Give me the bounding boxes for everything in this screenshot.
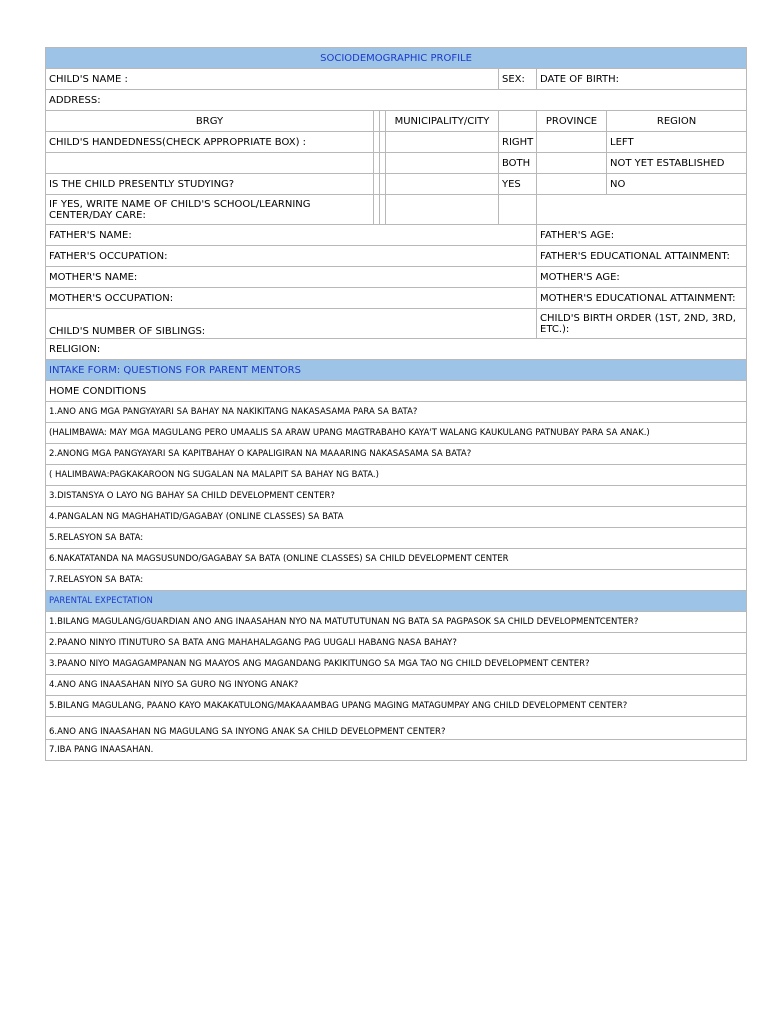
intake-question: ( HALIMBAWA:PAGKAKAROON NG SUGALAN NA MALAPIT SA BAHAY NG BATA.) — [46, 465, 747, 486]
parental-question: 4.ANO ANG INAASAHAN NIYO SA GURO NG INYONG ANAK? — [46, 675, 747, 696]
intake-question: 1.ANO ANG MGA PANGYAYARI SA BAHAY NA NAKIKITANG NAKASASAMA PARA SA BATA? — [46, 402, 747, 423]
intake-question: 6.NAKATATANDA NA MAGSUSUNDO/GAGABAY SA BATA (ONLINE CLASSES) SA CHILD DEVELOPMENT CENTER — [46, 549, 747, 570]
yes-checkbox[interactable] — [537, 174, 607, 195]
blank-cell — [537, 195, 747, 225]
fathers-occupation-field[interactable]: FATHER'S OCCUPATION: — [46, 246, 537, 267]
parental-question: 6.ANO ANG INAASAHAN NG MAGULANG SA INYONG ANAK SA CHILD DEVELOPMENT CENTER? — [46, 717, 747, 740]
no-option[interactable]: NO — [607, 174, 747, 195]
school-name-field[interactable] — [386, 195, 499, 225]
right-checkbox[interactable] — [537, 132, 607, 153]
section-title-profile: SOCIODEMOGRAPHIC PROFILE — [46, 48, 747, 69]
blank-cell — [499, 195, 537, 225]
address-field[interactable]: ADDRESS: — [46, 90, 747, 111]
region-label: REGION — [607, 111, 747, 132]
school-name-label: IF YES, WRITE NAME OF CHILD'S SCHOOL/LEARNING CENTER/DAY CARE: — [46, 195, 374, 225]
not-yet-established-option[interactable]: NOT YET ESTABLISHED — [607, 153, 747, 174]
blank-cell — [386, 153, 499, 174]
yes-option[interactable]: YES — [499, 174, 537, 195]
home-conditions-heading: HOME CONDITIONS — [46, 381, 747, 402]
parental-question: 3.PAANO NIYO MAGAGAMPANAN NG MAAYOS ANG MAGANDANG PAKIKITUNGO SA MGA TAO NG CHILD DEVELOPMENT CENTER? — [46, 654, 747, 675]
profile-table — [45, 47, 747, 761]
blank-cell — [386, 174, 499, 195]
handedness-label: CHILD'S HANDEDNESS(CHECK APPROPRIATE BOX) : — [46, 132, 374, 153]
parental-question: 1.BILANG MAGULANG/GUARDIAN ANO ANG INAASAHAN NYO NA MATUTUTUNAN NG BATA SA PAGPASOK SA CHILD DEVELOPMENTCENTER? — [46, 612, 747, 633]
section-title-intake: INTAKE FORM: QUESTIONS FOR PARENT MENTORS — [46, 360, 747, 381]
studying-question: IS THE CHILD PRESENTLY STUDYING? — [46, 174, 374, 195]
blank-cell — [386, 132, 499, 153]
mothers-name-field[interactable]: MOTHER'S NAME: — [46, 267, 537, 288]
fathers-education-field[interactable]: FATHER'S EDUCATIONAL ATTAINMENT: — [537, 246, 747, 267]
sociodemographic-form — [45, 47, 746, 761]
parental-question: 5.BILANG MAGULANG, PAANO KAYO MAKAKATULONG/MAKAAAMBAG UPANG MAGING MATAGUMPAY ANG CHILD DEVELOPMENT CENTER? — [46, 696, 747, 717]
fathers-age-field[interactable]: FATHER'S AGE: — [537, 225, 747, 246]
intake-question: 7.RELASYON SA BATA: — [46, 570, 747, 591]
religion-field[interactable]: RELIGION: — [46, 339, 747, 360]
both-option[interactable]: BOTH — [499, 153, 537, 174]
intake-question: (HALIMBAWA: MAY MGA MAGULANG PERO UMAALIS SA ARAW UPANG MAGTRABAHO KAYA'T WALANG KAUKULANG PATNUBAY PARA SA ANAK.) — [46, 423, 747, 444]
intake-question: 4.PANGALAN NG MAGHAHATID/GAGABAY (ONLINE CLASSES) SA BATA — [46, 507, 747, 528]
parental-question: 7.IBA PANG INAASAHAN. — [46, 740, 747, 761]
mothers-education-field[interactable]: MOTHER'S EDUCATIONAL ATTAINMENT: — [537, 288, 747, 309]
intake-question: 2.ANONG MGA PANGYAYARI SA KAPITBAHAY O KAPALIGIRAN NA MAAARING NAKASASAMA SA BATA? — [46, 444, 747, 465]
right-option[interactable]: RIGHT — [499, 132, 537, 153]
fathers-name-field[interactable]: FATHER'S NAME: — [46, 225, 537, 246]
mothers-occupation-field[interactable]: MOTHER'S OCCUPATION: — [46, 288, 537, 309]
blank-cell — [46, 153, 374, 174]
left-option[interactable]: LEFT — [607, 132, 747, 153]
both-checkbox[interactable] — [537, 153, 607, 174]
province-label: PROVINCE — [537, 111, 607, 132]
birth-order-field[interactable]: CHILD'S BIRTH ORDER (1ST, 2ND, 3RD, ETC.): — [537, 309, 747, 339]
parental-question: 2.PAANO NINYO ITINUTURO SA BATA ANG MAHAHALAGANG PAG UUGALI HABANG NASA BAHAY? — [46, 633, 747, 654]
intake-question: 3.DISTANSYA O LAYO NG BAHAY SA CHILD DEVELOPMENT CENTER? — [46, 486, 747, 507]
section-title-parental-expectation: PARENTAL EXPECTATION — [46, 591, 747, 612]
siblings-field[interactable]: CHILD'S NUMBER OF SIBLINGS: — [46, 309, 537, 339]
childs-name-field[interactable]: CHILD'S NAME : — [46, 69, 499, 90]
sex-field[interactable]: SEX: — [499, 69, 537, 90]
date-of-birth-field[interactable]: DATE OF BIRTH: — [537, 69, 747, 90]
blank-cell — [499, 111, 537, 132]
municipality-label: MUNICIPALITY/CITY — [386, 111, 499, 132]
intake-question: 5.RELASYON SA BATA: — [46, 528, 747, 549]
mothers-age-field[interactable]: MOTHER'S AGE: — [537, 267, 747, 288]
brgy-label: BRGY — [46, 111, 374, 132]
